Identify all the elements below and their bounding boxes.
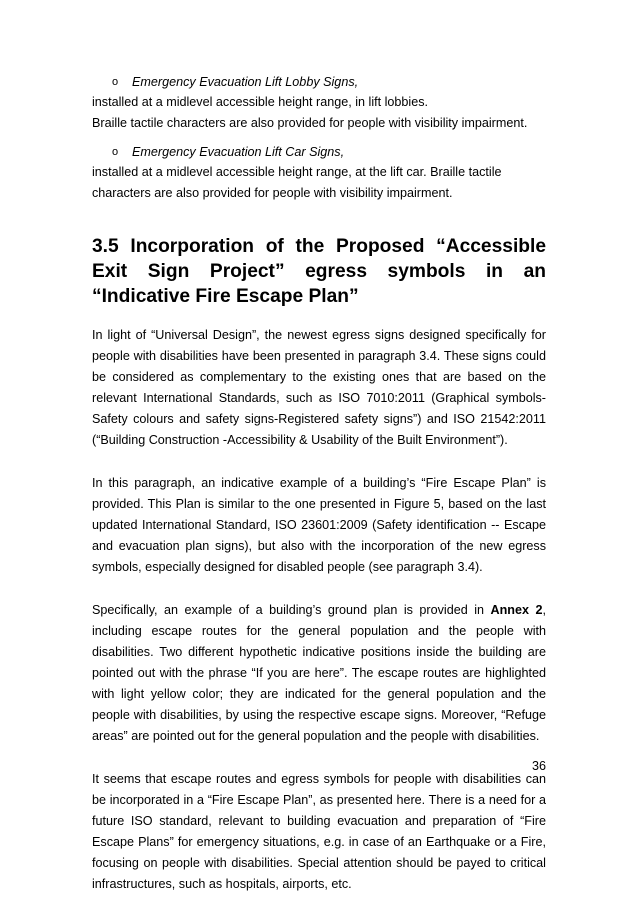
paragraph-annex-2 bbox=[92, 600, 546, 747]
bullet-lift-lobby-signs bbox=[92, 72, 546, 92]
bullet-marker: o bbox=[112, 146, 119, 158]
bullet-title: Emergency Evacuation Lift Lobby Signs, bbox=[132, 75, 359, 89]
document-page bbox=[92, 72, 546, 908]
bullet-description-line: installed at a midlevel accessible height range, in lift lobbies. bbox=[92, 95, 429, 109]
annex-paragraph-start: Specifically, an example of a building’s ground plan is provided in bbox=[92, 602, 491, 617]
bullet-description-line: Braille tactile characters are also provided for people with visibility impairment. bbox=[92, 116, 528, 130]
page-number: 36 bbox=[531, 759, 546, 773]
bullet-description-line: characters are also provided for people with visibility impairment. bbox=[92, 186, 453, 200]
section-heading: 3.5 Incorporation of the Proposed “Accessible Exit Sign Project” egress symbols in an “Indicative Fire Escape Plan” bbox=[92, 236, 546, 307]
paragraph-fire-escape-plan: In this paragraph, an indicative example of a building’s “Fire Escape Plan” is provided. This Plan is similar to the one presented in Figure 5, based on the last updated International Standard, ISO 23601:2009 (Safety identification -- Escape and evacuation plan signs), but also with the incorporation of the new egress symbols, especially designed for disabled people (see paragraph 3.4). bbox=[92, 475, 546, 574]
annex-2-reference: Annex 2 bbox=[490, 602, 543, 617]
paragraph-iso-standard-need: It seems that escape routes and egress symbols for people with disabilities can be incorporated in a “Fire Escape Plan”, as presented here. There is a need for a future ISO standard, relevant to building evacuation and preparation of “Fire Escape Plans” for emergency situations, e.g. in case of an Earthquake or a Fire, focusing on people with disabilities. Special attention should be payed to critical infrastructures, such as hospitals, airports, etc. bbox=[92, 771, 546, 891]
bullet-description-line: installed at a midlevel accessible height range, at the lift car. Braille tactile bbox=[92, 165, 502, 179]
bullet-lift-car-signs bbox=[92, 142, 546, 162]
paragraph-universal-design: In light of “Universal Design”, the newest egress signs designed specifically for people with disabilities have been presented in paragraph 3.4. These signs could be considered as complementary to the existing ones that are based on the relevant International Standards, such as ISO 7010:2011 (Graphical symbols-Safety colours and safety signs-Registered safety signs”) and ISO 21542:2011 (“Building Construction -Accessibility & Usability of the Built Environment”). bbox=[92, 327, 546, 447]
bullet-title: Emergency Evacuation Lift Car Signs, bbox=[132, 145, 345, 159]
annex-paragraph-end: , including escape routes for the general population and the people with disabilities. Two different hypothetic indicative positions inside the building are pointed out with the phrase “If you are here”. The escape routes are highlighted with light yellow color; they are indicated for the general population and the people with disabilities, by using the respective escape signs. Moreover, “Refuge areas” are pointed out for the general population and the people with disabilities. bbox=[92, 602, 546, 743]
bullet-marker: o bbox=[112, 76, 119, 88]
